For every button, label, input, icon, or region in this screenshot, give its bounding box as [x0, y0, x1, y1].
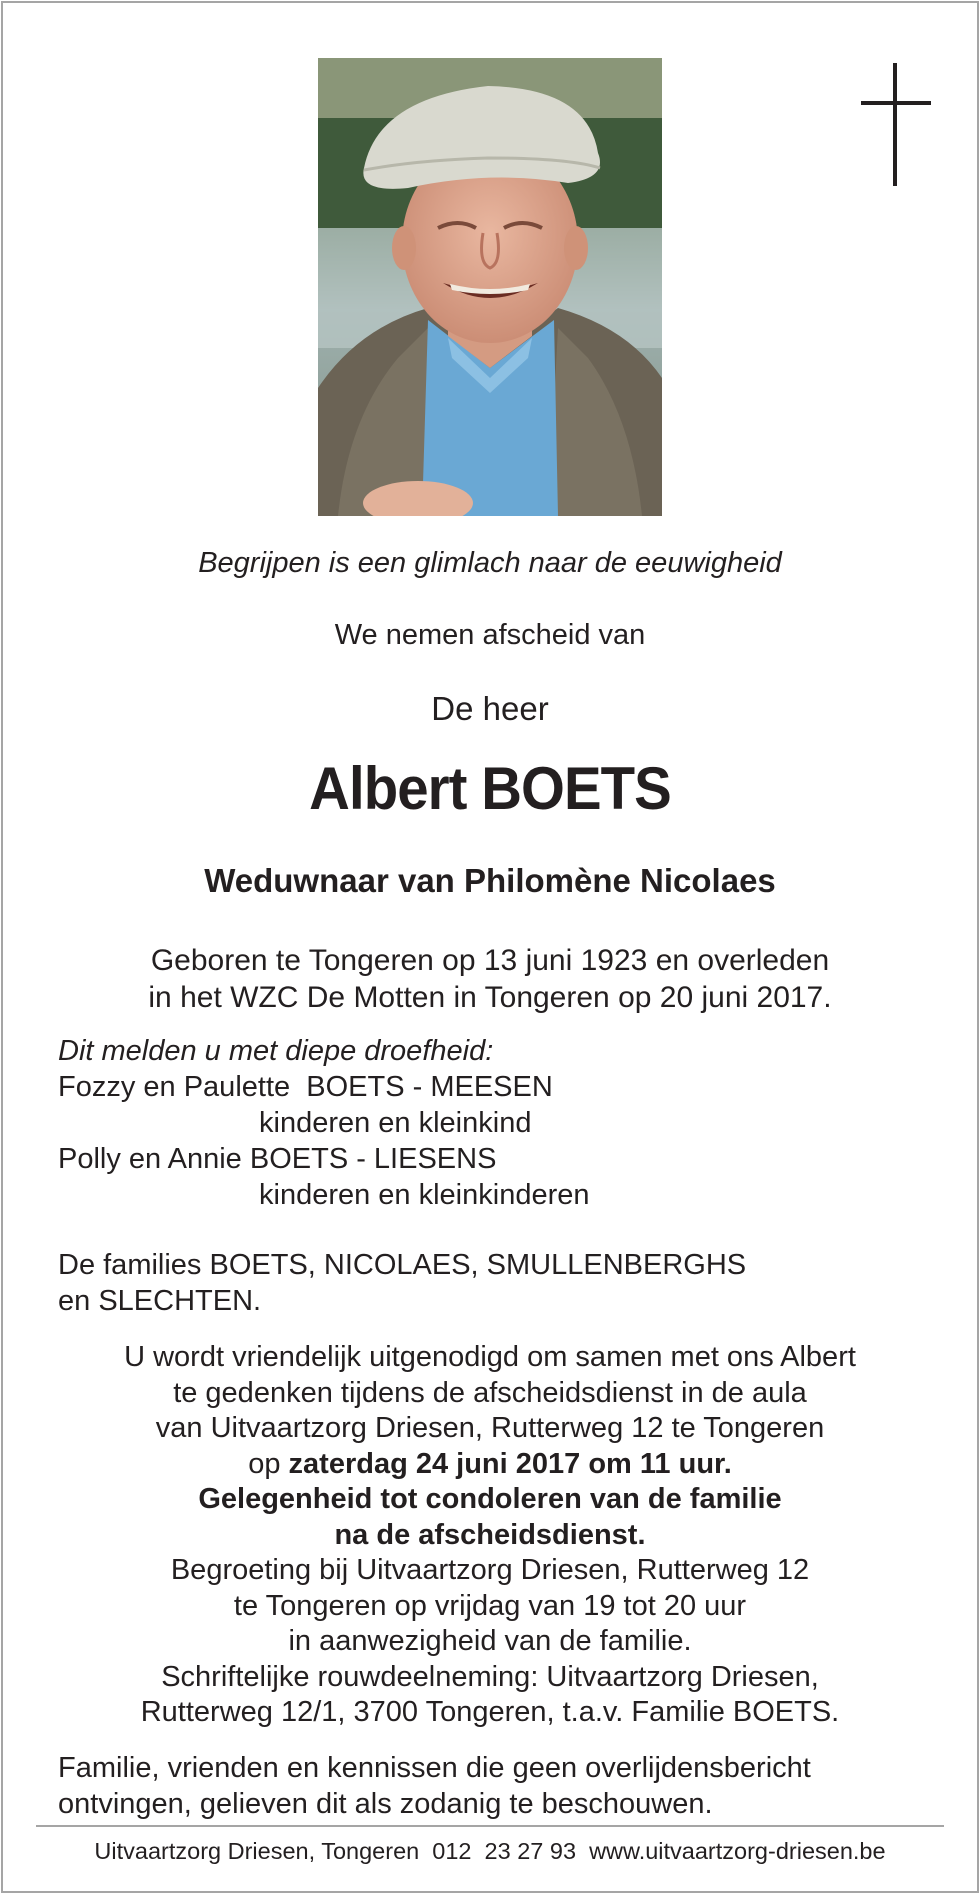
condolence-line: Gelegenheid tot condoleren van de familie [198, 1483, 782, 1515]
born-line-1: Geboren te Tongeren op 13 juni 1923 en overleden [150, 944, 830, 977]
portrait-photo [318, 58, 662, 516]
mourner-names: Polly en Annie BOETS - LIESENS [58, 1143, 497, 1175]
birth-death-info [0, 942, 980, 1016]
intro-line: We nemen afscheid van [334, 619, 646, 651]
service-date-prefix: op [248, 1447, 289, 1480]
invitation-block [0, 1340, 980, 1731]
service-date-line [0, 1447, 980, 1483]
condolence-line: na de afscheidsdienst. [334, 1518, 646, 1551]
families-line-2: en SLECHTEN. [58, 1285, 262, 1317]
invite-line: te gedenken tijdens de afscheidsdienst in de aula [173, 1376, 807, 1409]
invite-line: te Tongeren op vrijdag van 19 tot 20 uur [233, 1589, 747, 1622]
quote: Begrijpen is een glimlach naar de eeuwigheid [198, 547, 782, 579]
mourners-block [58, 1033, 938, 1213]
families-line-1: De families BOETS, NICOLAES, SMULLENBERGHS [58, 1249, 747, 1281]
closing-line-1: Familie, vrienden en kennissen die geen overlijdensbericht [58, 1752, 811, 1784]
honorific: De heer [431, 690, 549, 727]
born-line-2: in het WZC De Motten in Tongeren op 20 juni 2017. [148, 981, 832, 1014]
closing-note [58, 1750, 938, 1822]
spouse-line: Weduwnaar van Philomène Nicolaes [204, 862, 776, 899]
footer-divider [36, 1825, 944, 1827]
deceased-name: Albert BOETS [309, 755, 671, 822]
invite-line: in aanwezigheid van de familie. [288, 1625, 692, 1657]
invite-line: van Uitvaartzorg Driesen, Rutterweg 12 te Tongeren [155, 1412, 825, 1444]
mourners-heading: Dit melden u met diepe droefheid: [58, 1035, 494, 1067]
invite-line: Schriftelijke rouwdeelneming: Uitvaartzorg Driesen, [161, 1660, 819, 1693]
service-date: zaterdag 24 juni 2017 om 11 uur. [288, 1447, 732, 1480]
families-block [58, 1247, 938, 1319]
mourner-relation: kinderen en kleinkinderen [259, 1179, 590, 1211]
invite-line: Rutterweg 12/1, 3700 Tongeren, t.a.v. Familie BOETS. [140, 1696, 840, 1728]
mourner-relation: kinderen en kleinkind [259, 1107, 532, 1139]
invite-line: U wordt vriendelijk uitgenodigd om samen met ons Albert [124, 1341, 856, 1373]
invite-line: Begroeting bij Uitvaartzorg Driesen, Rutterweg 12 [170, 1554, 810, 1586]
mourner-names: Fozzy en Paulette BOETS - MEESEN [58, 1071, 553, 1103]
footer-contact: Uitvaartzorg Driesen, Tongeren 012 23 27 93 www.uitvaartzorg-driesen.be [94, 1838, 886, 1864]
closing-line-2: ontvingen, gelieven dit als zodanig te beschouwen. [58, 1788, 713, 1820]
